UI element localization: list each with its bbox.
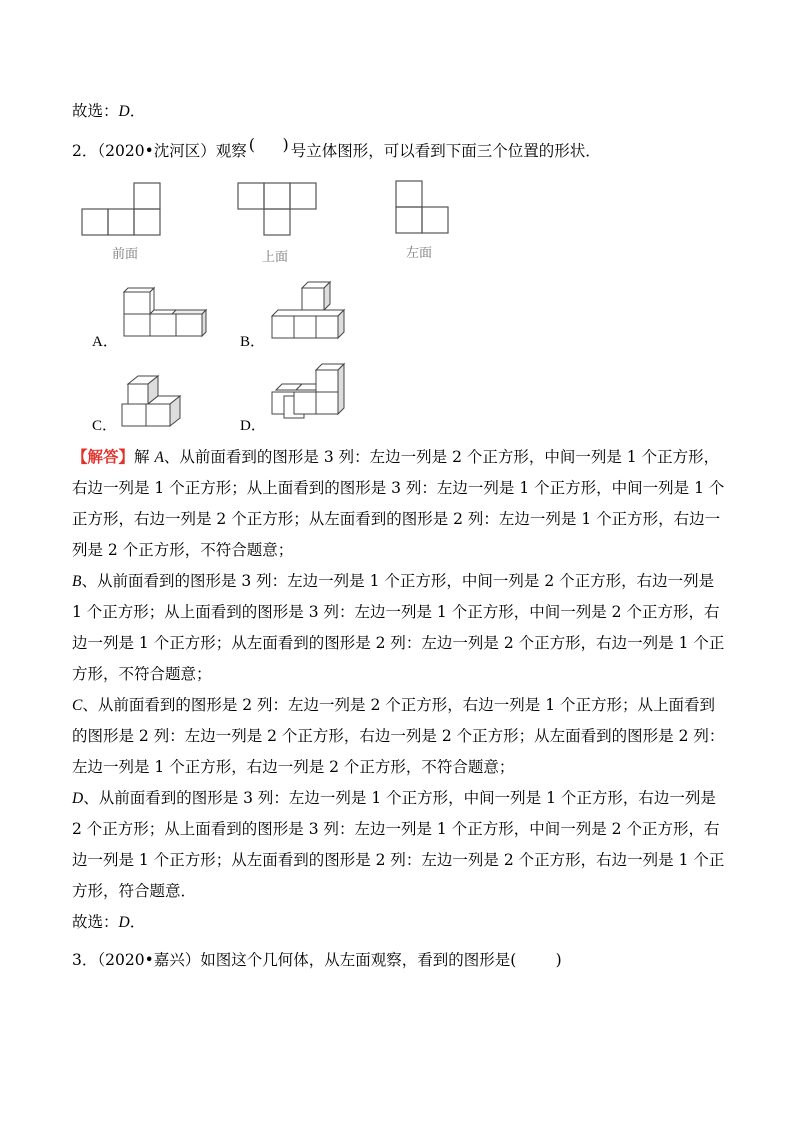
left-view-caption: 左面: [406, 246, 433, 261]
solution-line-7: 边一列是 1 个正方形；从左面看到的图形是 2 列：左边一列是 2 个正方形，右边一列是 1 个正: [72, 634, 725, 652]
front-view-figure: [80, 182, 190, 237]
top-view-figure: [236, 182, 326, 237]
solution-line-4: 列是 2 个正方形，不符合题意；: [72, 541, 294, 559]
answer-line: 故选：D．: [72, 913, 146, 931]
option-b-label: B．: [240, 334, 266, 350]
option-c-figure: [122, 374, 192, 430]
left-view-figure: [394, 180, 454, 235]
option-a-label: A．: [92, 334, 118, 350]
answer-blank: ( ): [248, 135, 289, 154]
option-a-figure: [124, 288, 214, 348]
solution-line-8: 方形，不符合题意；: [72, 665, 212, 683]
option-c-label: C．: [92, 418, 118, 434]
option-d-figure: [272, 364, 352, 424]
option-b-figure: [272, 282, 352, 346]
solution-line-13: 2 个正方形；从上面看到的图形是 3 列：左边一列是 1 个正方形，中间一列是 2 个正方形，右: [72, 820, 720, 838]
question-3: 3．（2020•嘉兴）如图这个几何体，从左面观察，看到的图形是( ): [72, 951, 562, 969]
solution-line-6: 1 个正方形；从上面看到的图形是 3 列：左边一列是 1 个正方形，中间一列是 2 个正方形，右: [72, 603, 720, 621]
solution-line-12: D、从前面看到的图形是 3 列：左边一列是 1 个正方形，中间一列是 1 个正方形，右边一列是: [72, 789, 716, 807]
solution-line-1: 【解答】解 A、从前面看到的图形是 3 列：左边一列是 2 个正方形，中间一列是 1 个正方形，: [72, 447, 720, 466]
solution-line-9: C、从前面看到的图形是 2 列：左边一列是 2 个正方形，右边一列是 1 个正方形；从上面看到: [72, 696, 715, 714]
top-view-caption: 上面: [262, 250, 289, 265]
solution-line-5: B、从前面看到的图形是 3 列：左边一列是 1 个正方形，中间一列是 2 个正方形，右边一列是: [72, 572, 715, 590]
solution-line-15: 方形，符合题意．: [72, 882, 197, 900]
solution-line-10: 的图形是 2 列：左边一列是 2 个正方形，右边一列是 2 个正方形；从左面看到的图形是 2 列：: [72, 727, 725, 745]
question-2: 2．（2020•沈河区）观察 ( ) 号立体图形，可以看到下面三个位置的形状．: [72, 135, 601, 160]
option-d-label: D．: [240, 418, 266, 434]
solution-line-14: 边一列是 1 个正方形；从左面看到的图形是 2 列：左边一列是 2 个正方形，右边一列是 1 个正: [72, 851, 725, 869]
solution-line-2: 右边一列是 1 个正方形；从上面看到的图形是 3 列：左边一列是 1 个正方形，中间一列是 1 个: [72, 479, 725, 497]
previous-answer: 故选：D．: [72, 102, 146, 120]
solution-line-3: 正方形，右边一列是 2 个正方形；从左面看到的图形是 2 列：左边一列是 1 个正方形，右边一: [72, 510, 721, 528]
front-view-caption: 前面: [112, 247, 139, 262]
solution-line-11: 左边一列是 1 个正方形，右边一列是 2 个正方形，不符合题意；: [72, 758, 515, 776]
